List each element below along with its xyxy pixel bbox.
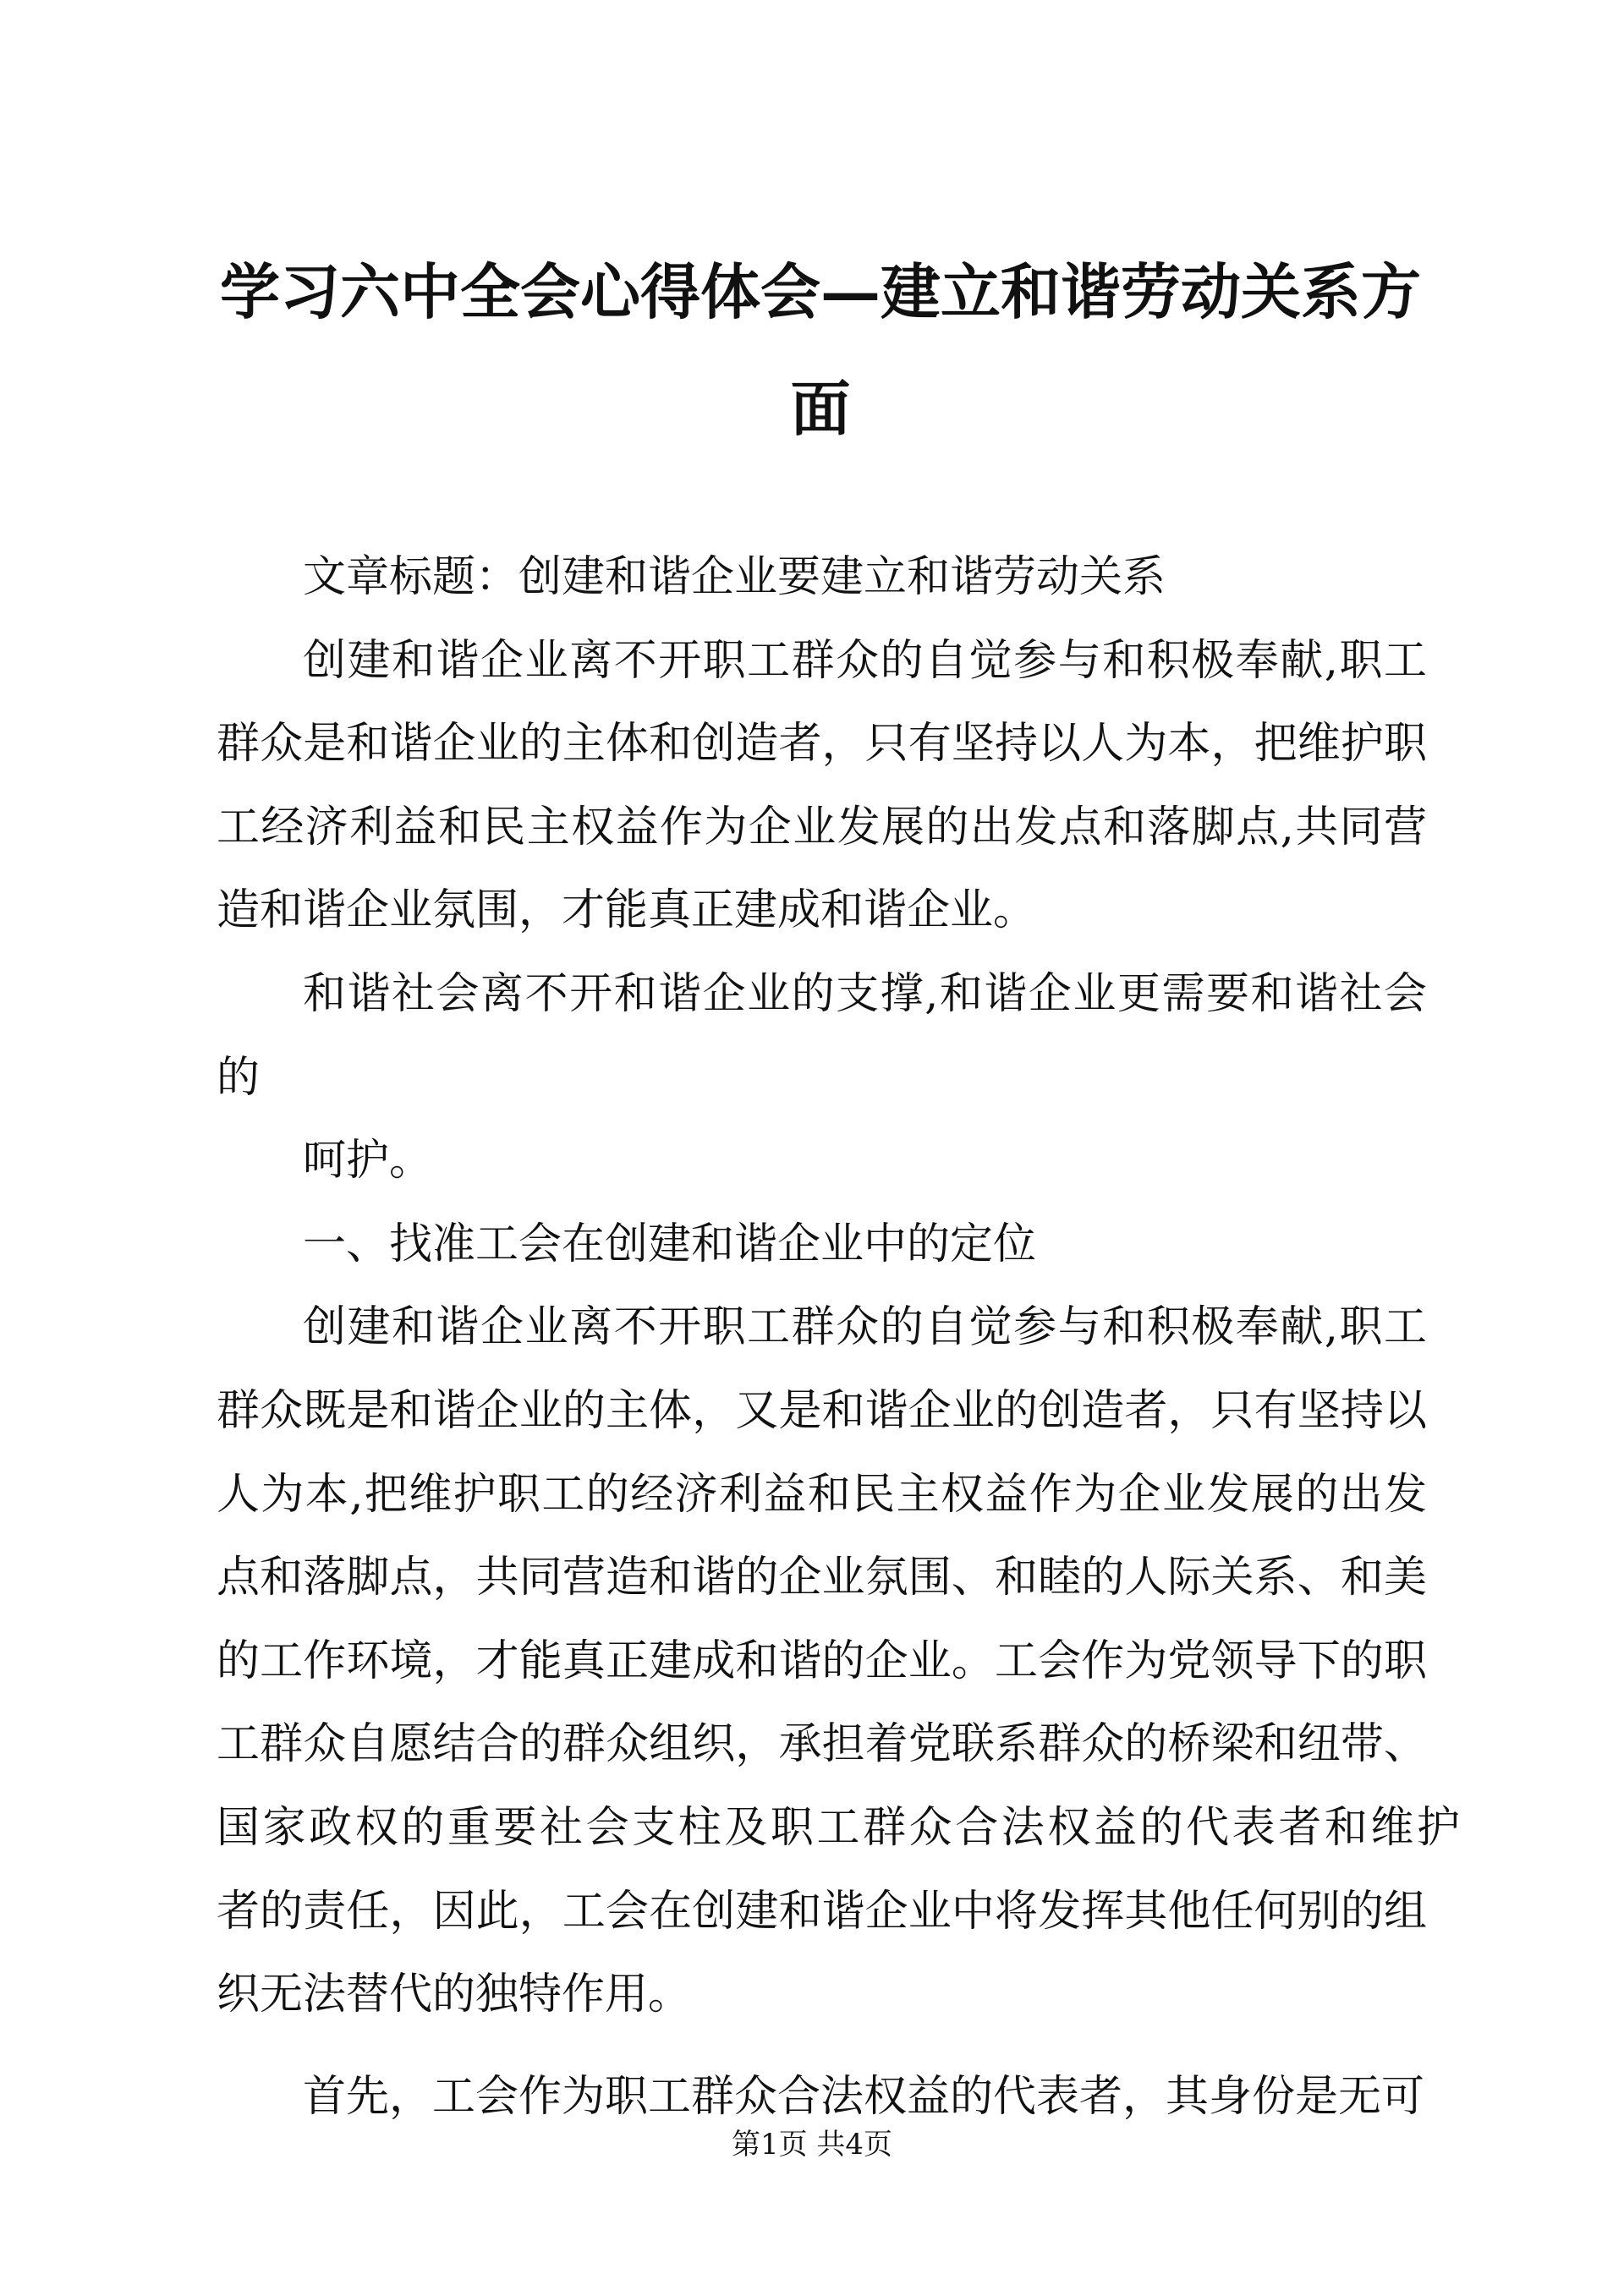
paragraph-line: 者的责任，因此，工会在创建和谐企业中将发挥其他任何别的组 (217, 1887, 1427, 1937)
paragraph-line: 点和落脚点，共同营造和谐的企业氛围、和睦的人际关系、和美 (217, 1553, 1427, 1603)
paragraph-line: 文章标题：创建和谐企业要建立和谐劳动关系 (303, 552, 1166, 602)
paragraph-line: 群众既是和谐企业的主体，又是和谐企业的创造者，只有坚持以 (217, 1386, 1427, 1436)
paragraph-line: 呵护。 (303, 1136, 433, 1186)
paragraph-line: 创建和谐企业离不开职工群众的自觉参与和积极奉献,职工 (303, 636, 1427, 686)
paragraph-line: 群众是和谐企业的主体和创造者，只有坚持以人为本，把维护职 (217, 719, 1427, 769)
paragraph-line: 工经济利益和民主权益作为企业发展的出发点和落脚点,共同营 (217, 803, 1427, 852)
paragraph-line: 的 (217, 1053, 261, 1103)
paragraph-line: 首先，工会作为职工群众合法权益的代表者，其身份是无可 (303, 2072, 1425, 2122)
paragraph-line: 的工作环境，才能真正建成和谐的企业。工会作为党领导下的职 (217, 1636, 1427, 1686)
paragraph-line: 人为本,把维护职工的经济利益和民主权益作为企业发展的出发 (217, 1470, 1427, 1520)
document-title-line-1: 学习六中全会心得体会—建立和谐劳动关系方 (219, 256, 1421, 327)
page-number-footer: 第1页 共4页 (731, 2128, 893, 2162)
paragraph-line: 工群众自愿结合的群众组织，承担着党联系群众的桥梁和纽带、 (217, 1719, 1427, 1769)
paragraph-line: 和谐社会离不开和谐企业的支撑,和谐企业更需要和谐社会 (303, 969, 1427, 1019)
paragraph-line: 国家政权的重要社会支柱及职工群众合法权益的代表者和维护 (217, 1803, 1460, 1853)
paragraph-line: 织无法替代的独特作用。 (217, 1970, 692, 2019)
document-title-line-2: 面 (790, 373, 851, 444)
paragraph-line: 一、找准工会在创建和谐企业中的定位 (303, 1219, 1037, 1269)
paragraph-line: 创建和谐企业离不开职工群众的自觉参与和积极奉献,职工 (303, 1302, 1427, 1352)
paragraph-line: 造和谐企业氛围，才能真正建成和谐企业。 (217, 885, 1037, 935)
